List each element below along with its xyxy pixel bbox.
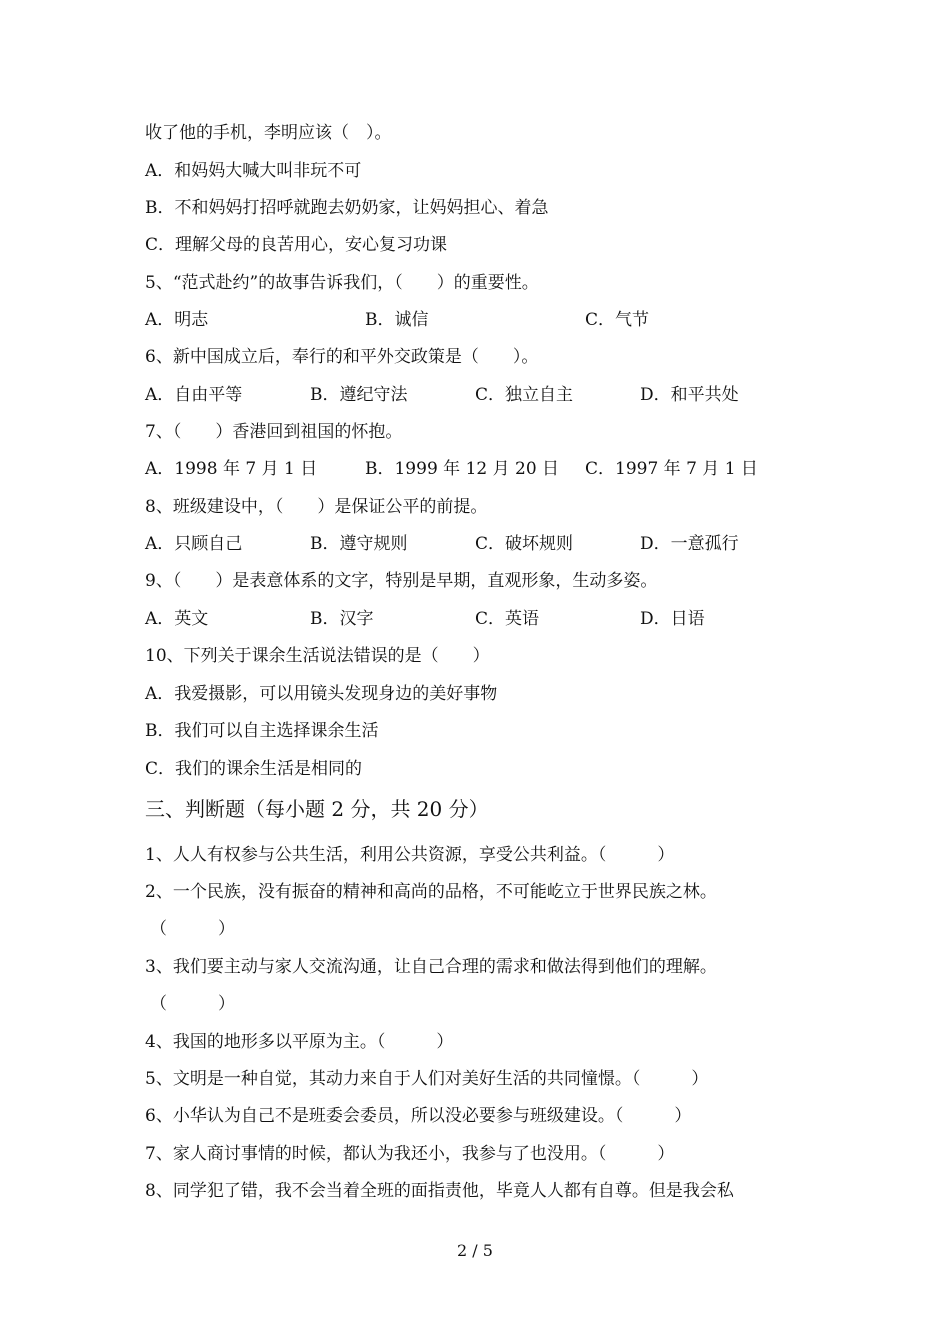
q9-option-c: C．英语 bbox=[475, 609, 540, 629]
judge-item-6: 6、小华认为自己不是班委会委员，所以没必要参与班级建设。（ ） bbox=[145, 1106, 692, 1126]
q8-option-b: B．遵守规则 bbox=[310, 534, 408, 554]
q6-option-d: D．和平共处 bbox=[640, 385, 739, 405]
question-10: 10、下列关于课余生活说法错误的是（ ） bbox=[145, 646, 490, 666]
q4-option-c: C．理解父母的良苦用心，安心复习功课 bbox=[145, 235, 448, 255]
q7-option-c: C．1997 年 7 月 1 日 bbox=[585, 459, 758, 479]
page-number: 2 / 5 bbox=[457, 1241, 493, 1260]
judge-item-4: 4、我国的地形多以平原为主。（ ） bbox=[145, 1032, 454, 1052]
judge-item-8: 8、同学犯了错，我不会当着全班的面指责他，毕竟人人都有自尊。但是我会私 bbox=[145, 1181, 734, 1201]
q5-option-a: A．明志 bbox=[145, 310, 209, 330]
judge-item-3-blank: （ ） bbox=[150, 994, 235, 1014]
q4-option-b: B．不和妈妈打招呼就跑去奶奶家，让妈妈担心、着急 bbox=[145, 198, 549, 218]
q6-option-a: A．自由平等 bbox=[145, 385, 243, 405]
judge-item-2-blank: （ ） bbox=[150, 919, 235, 939]
q9-option-b: B．汉字 bbox=[310, 609, 374, 629]
question-6: 6、新中国成立后，奉行的和平外交政策是（ ）。 bbox=[145, 347, 539, 367]
q8-option-d: D．一意孤行 bbox=[640, 534, 739, 554]
question-9: 9、（ ）是表意体系的文字，特别是早期，直观形象，生动多姿。 bbox=[145, 571, 658, 591]
question-5: 5、“范式赴约”的故事告诉我们，（ ）的重要性。 bbox=[145, 273, 539, 293]
q6-option-c: C．独立自主 bbox=[475, 385, 574, 405]
question-8: 8、班级建设中，（ ）是保证公平的前提。 bbox=[145, 497, 488, 517]
q4-option-a: A．和妈妈大喊大叫非玩不可 bbox=[145, 161, 362, 181]
judge-item-2: 2、一个民族，没有振奋的精神和高尚的品格，不可能屹立于世界民族之林。 bbox=[145, 882, 717, 902]
q9-option-a: A．英文 bbox=[145, 609, 209, 629]
judge-item-7: 7、家人商讨事情的时候，都认为我还小，我参与了也没用。（ ） bbox=[145, 1144, 675, 1164]
question-7: 7、（ ）香港回到祖国的怀抱。 bbox=[145, 422, 403, 442]
question-4-tail: 收了他的手机，李明应该（ ）。 bbox=[145, 123, 392, 143]
judge-item-3: 3、我们要主动与家人交流沟通，让自己合理的需求和做法得到他们的理解。 bbox=[145, 957, 717, 977]
q5-option-b: B．诚信 bbox=[365, 310, 429, 330]
q8-option-c: C．破坏规则 bbox=[475, 534, 574, 554]
q6-option-b: B．遵纪守法 bbox=[310, 385, 408, 405]
q9-option-d: D．日语 bbox=[640, 609, 705, 629]
q10-option-a: A．我爱摄影，可以用镜头发现身边的美好事物 bbox=[145, 684, 498, 704]
q10-option-b: B．我们可以自主选择课余生活 bbox=[145, 721, 379, 741]
q10-option-c: C．我们的课余生活是相同的 bbox=[145, 759, 363, 779]
judge-item-5: 5、文明是一种自觉，其动力来自于人们对美好生活的共同憧憬。（ ） bbox=[145, 1069, 709, 1089]
q7-option-b: B．1999 年 12 月 20 日 bbox=[365, 459, 560, 479]
section-3-heading: 三、判断题（每小题 2 分，共 20 分） bbox=[145, 797, 489, 821]
q7-option-a: A．1998 年 7 月 1 日 bbox=[145, 459, 318, 479]
q8-option-a: A．只顾自己 bbox=[145, 534, 243, 554]
q5-option-c: C．气节 bbox=[585, 310, 650, 330]
judge-item-1: 1、人人有权参与公共生活，利用公共资源，享受公共利益。（ ） bbox=[145, 845, 675, 865]
